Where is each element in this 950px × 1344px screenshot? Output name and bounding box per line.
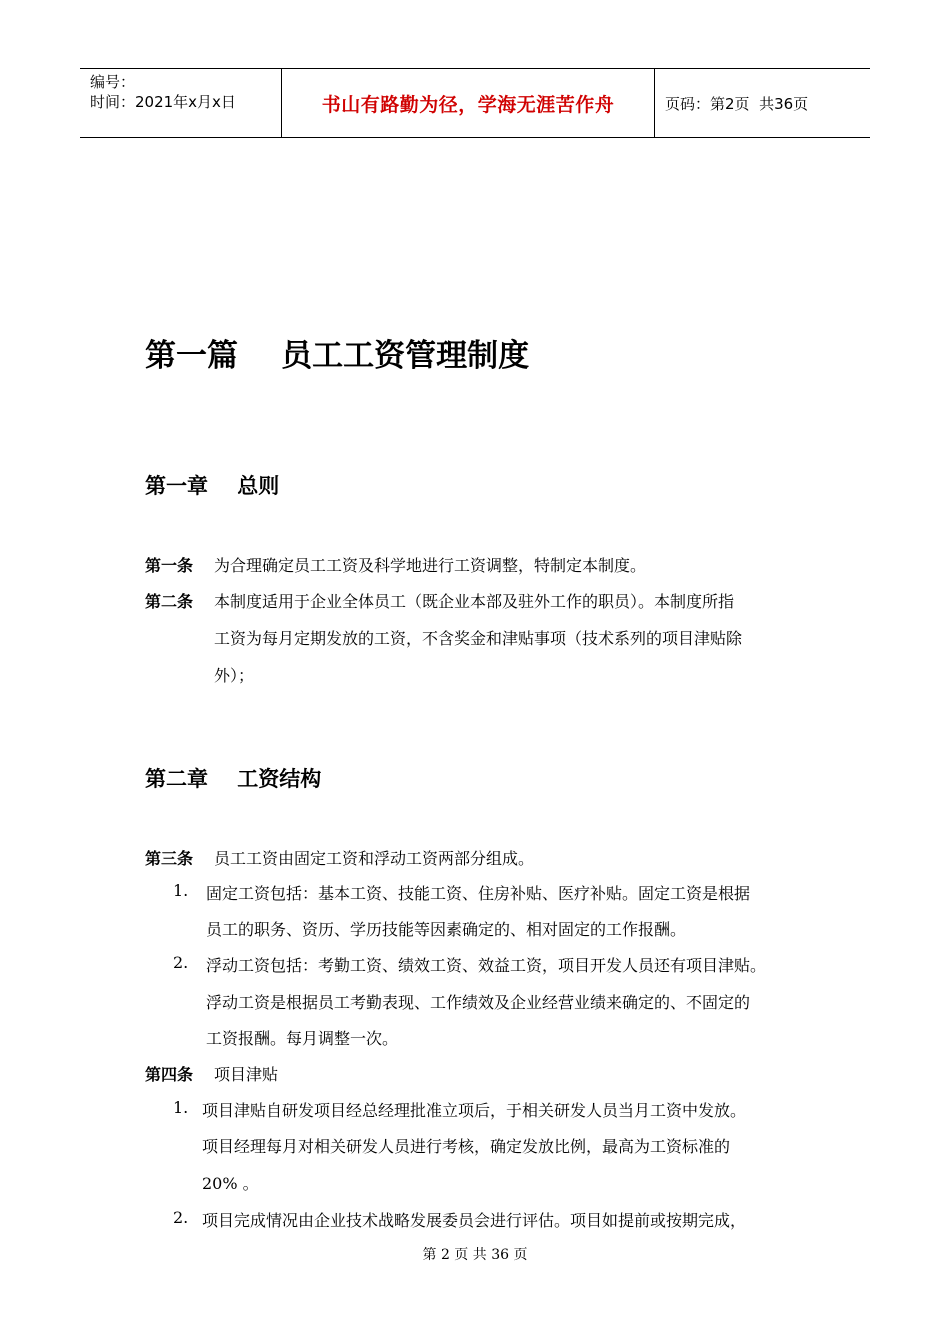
part-title: 第一篇 员工工资管理制度 (145, 338, 530, 374)
article-3-item-2-line-2: 浮动工资是根据员工考勤表现、工作绩效及企业经营业绩来确定的、不固定的 (206, 993, 751, 1012)
article-3-item-2-line-1: 浮动工资包括：考勤工资、绩效工资、效益工资，项目开发人员还有项目津贴。 (206, 956, 767, 975)
article-3-item-1-line-2: 员工的职务、资历、学历技能等因素确定的、相对固定的工作报酬。 (206, 920, 687, 939)
article-4-item-1-line-3: 20% 。 (202, 1174, 259, 1193)
article-3-item-1-num: 1. (173, 881, 189, 900)
article-4-item-1-line-2: 项目经理每月对相关研发人员进行考核，确定发放比例，最高为工资标准的 (202, 1137, 731, 1156)
article-2-line-1: 本制度适用于企业全体员工（既企业本部及驻外工作的职员）。本制度所指 (214, 592, 735, 611)
number-label: 编号： (90, 73, 136, 91)
page-footer: 第 2 页 共 36 页 (422, 1247, 528, 1263)
chapter-1-title: 第一章 总则 (145, 474, 280, 498)
article-3-item-2-line-3: 工资报酬。每月调整一次。 (206, 1029, 399, 1048)
article-4-item-1-line-1: 项目津贴自研发项目经总经理批准立项后，于相关研发人员当月工资中发放。 (202, 1101, 747, 1120)
page-info-text: 页码：第2页 共36页 (665, 94, 809, 113)
article-2-line-3: 外）； (214, 666, 255, 685)
header-motto: 书山有路勤为径，学海无涯苦作舟 (282, 69, 655, 137)
article-3-item-1-line-1: 固定工资包括：基本工资、技能工资、住房补贴、医疗补贴。固定工资是根据 (206, 884, 751, 903)
article-4-item-2-line-1: 项目完成情况由企业技术战略发展委员会进行评估。项目如提前或按期完成， (202, 1211, 747, 1230)
header-page-info (655, 69, 870, 137)
page-header (80, 68, 870, 138)
header-meta (80, 69, 282, 137)
article-3-text: 员工工资由固定工资和浮动工资两部分组成。 (214, 849, 535, 868)
article-4-item-1-num: 1. (173, 1098, 189, 1117)
article-2-line-2: 工资为每月定期发放的工资，不含奖金和津贴事项（技术系列的项目津贴除 (214, 629, 743, 648)
article-3-item-2-num: 2. (173, 953, 189, 972)
article-4-item-2-num: 2. (173, 1208, 189, 1227)
article-4-label: 第四条 (145, 1065, 194, 1084)
article-2-label: 第二条 (145, 592, 194, 611)
article-4-text: 项目津贴 (214, 1065, 279, 1084)
article-3-label: 第三条 (145, 849, 194, 868)
time-label: 时间：2021年x月x日 (90, 93, 236, 111)
article-1-label: 第一条 (145, 556, 194, 575)
chapter-2-title: 第二章 工资结构 (145, 767, 322, 791)
article-1-text: 为合理确定员工工资及科学地进行工资调整，特制定本制度。 (214, 556, 647, 575)
